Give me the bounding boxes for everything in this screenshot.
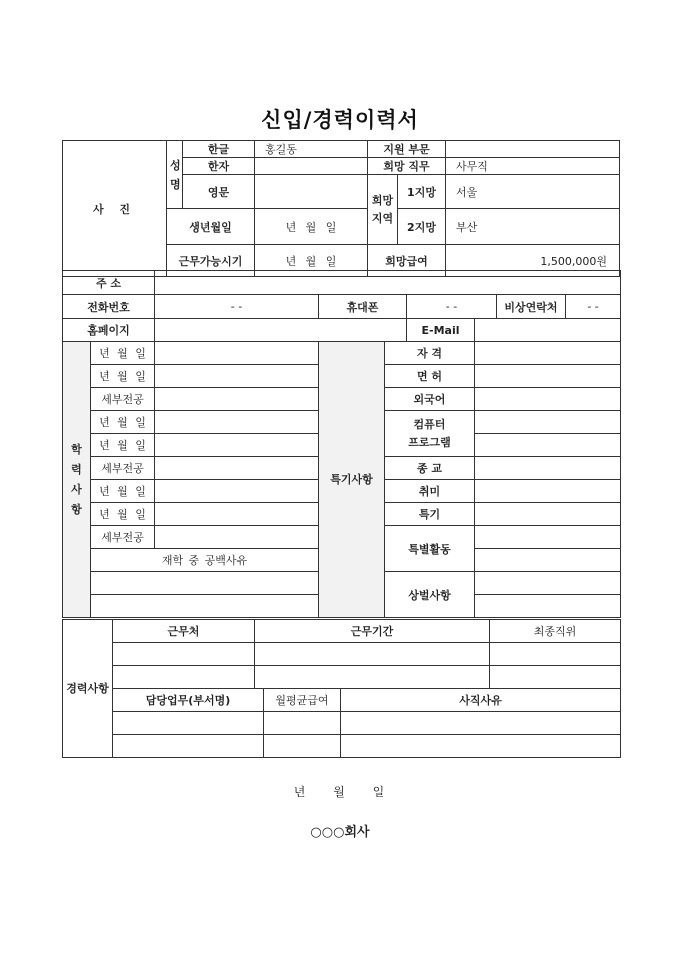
- edu-date-4: 년 월 일: [91, 434, 155, 457]
- awards-field-2[interactable]: [475, 595, 621, 618]
- awards-label: 상벌사항: [385, 572, 475, 618]
- leave-reason-field-2[interactable]: [341, 735, 621, 758]
- religion-label: 종 교: [385, 457, 475, 480]
- leave-reason-field-1[interactable]: [341, 712, 621, 735]
- edu-date-2: 년 월 일: [91, 365, 155, 388]
- gap-reason-field-2[interactable]: [91, 595, 319, 618]
- homepage-field[interactable]: [155, 319, 407, 342]
- final-position-field-2[interactable]: [490, 666, 621, 689]
- available-field[interactable]: 년 월 일: [255, 245, 368, 277]
- name-english-field[interactable]: [255, 175, 368, 209]
- name-hanja-label: 한자: [183, 158, 255, 175]
- edu-school-6[interactable]: [155, 503, 319, 526]
- period-header: 근무기간: [255, 620, 490, 643]
- name-hanja-field[interactable]: [255, 158, 368, 175]
- edu-major-field-2[interactable]: [155, 457, 319, 480]
- license-field[interactable]: [475, 365, 621, 388]
- talent-label: 특기: [385, 503, 475, 526]
- salary-field[interactable]: 1,500,000원: [446, 245, 620, 277]
- address-field[interactable]: [155, 271, 621, 295]
- leave-reason-header: 사직사유: [341, 689, 621, 712]
- mobile-label: 휴대폰: [319, 295, 407, 319]
- address-label: 주 소: [63, 271, 155, 295]
- religion-field[interactable]: [475, 457, 621, 480]
- activities-field-1[interactable]: [475, 526, 621, 549]
- edu-major-2: 세부전공: [91, 457, 155, 480]
- edu-school-1[interactable]: [155, 342, 319, 365]
- language-field[interactable]: [475, 388, 621, 411]
- edu-date-6: 년 월 일: [91, 503, 155, 526]
- region1-field[interactable]: 서울: [446, 175, 620, 209]
- email-field[interactable]: [475, 319, 621, 342]
- gap-reason-label: 재학 중 공백사유: [91, 549, 319, 572]
- dept-label: 지원 부문: [368, 141, 446, 158]
- activities-label: 특별활동: [385, 526, 475, 572]
- name-label: 성명: [167, 141, 183, 209]
- workplace-field-2[interactable]: [113, 666, 255, 689]
- language-label: 외국어: [385, 388, 475, 411]
- activities-field-2[interactable]: [475, 549, 621, 572]
- edu-date-5: 년 월 일: [91, 480, 155, 503]
- region1-label: 1지망: [398, 175, 446, 209]
- license-label: 면 허: [385, 365, 475, 388]
- salary-label: 희망급여: [368, 245, 446, 277]
- email-label: E-Mail: [407, 319, 475, 342]
- edu-school-3[interactable]: [155, 411, 319, 434]
- region2-field[interactable]: 부산: [446, 209, 620, 245]
- company-name: ○○○회사: [310, 825, 370, 840]
- career-section-label: 경력사항: [63, 620, 113, 758]
- name-hangul-field[interactable]: 홍길동: [255, 141, 368, 158]
- edu-school-4[interactable]: [155, 434, 319, 457]
- education-section-label: 학력사항: [63, 342, 91, 618]
- birth-field[interactable]: 년 월 일: [255, 209, 368, 245]
- phone-field[interactable]: - -: [155, 295, 319, 319]
- career-table: [62, 619, 621, 758]
- emergency-label: 비상연락처: [497, 295, 566, 319]
- region-label: 희망지역: [368, 175, 398, 245]
- homepage-label: 홈페이지: [63, 319, 155, 342]
- region2-label: 2지망: [398, 209, 446, 245]
- name-hangul-label: 한글: [183, 141, 255, 158]
- period-field-1[interactable]: [255, 643, 490, 666]
- form-title: 신입/경력이력서: [261, 108, 419, 132]
- qualification-label: 자 격: [385, 342, 475, 365]
- edu-major-1: 세부전공: [91, 388, 155, 411]
- duties-field-1[interactable]: [113, 712, 264, 735]
- hobby-label: 취미: [385, 480, 475, 503]
- job-label: 희망 직무: [368, 158, 446, 175]
- hobby-field[interactable]: [475, 480, 621, 503]
- mobile-field[interactable]: - -: [407, 295, 497, 319]
- final-position-field-1[interactable]: [490, 643, 621, 666]
- duties-header: 담당업무(부서명): [113, 689, 264, 712]
- awards-field-1[interactable]: [475, 572, 621, 595]
- photo-box[interactable]: 사 진: [63, 141, 167, 277]
- qualification-field[interactable]: [475, 342, 621, 365]
- birth-label: 생년월일: [167, 209, 255, 245]
- computer-field-2[interactable]: [475, 434, 621, 457]
- emergency-field[interactable]: - -: [566, 295, 621, 319]
- dept-field[interactable]: [446, 141, 620, 158]
- name-english-label: 영문: [183, 175, 255, 209]
- avg-salary-header: 월평균급여: [264, 689, 341, 712]
- avg-salary-field-1[interactable]: [264, 712, 341, 735]
- edu-major-3: 세부전공: [91, 526, 155, 549]
- edu-date-3: 년 월 일: [91, 411, 155, 434]
- avg-salary-field-2[interactable]: [264, 735, 341, 758]
- available-label: 근무가능시기: [167, 245, 255, 277]
- workplace-header: 근무처: [113, 620, 255, 643]
- edu-school-5[interactable]: [155, 480, 319, 503]
- duties-field-2[interactable]: [113, 735, 264, 758]
- final-position-header: 최종직위: [490, 620, 621, 643]
- workplace-field-1[interactable]: [113, 643, 255, 666]
- personal-info-table: [62, 140, 620, 277]
- talent-field[interactable]: [475, 503, 621, 526]
- date-day: 일: [372, 785, 387, 799]
- gap-reason-field-1[interactable]: [91, 572, 319, 595]
- date-month: 월: [333, 785, 347, 799]
- signature-date[interactable]: [0, 783, 680, 800]
- edu-date-1: 년 월 일: [91, 342, 155, 365]
- edu-major-field-1[interactable]: [155, 388, 319, 411]
- edu-school-2[interactable]: [155, 365, 319, 388]
- phone-label: 전화번호: [63, 295, 155, 319]
- special-section-label: 특기사항: [319, 342, 385, 618]
- edu-major-field-3[interactable]: [155, 526, 319, 549]
- period-field-2[interactable]: [255, 666, 490, 689]
- job-field[interactable]: 사무직: [446, 158, 620, 175]
- computer-field-1[interactable]: [475, 411, 621, 434]
- contact-education-table: [62, 270, 621, 618]
- computer-label: 컴퓨터 프로그램: [385, 411, 475, 457]
- date-year: 년: [293, 785, 308, 799]
